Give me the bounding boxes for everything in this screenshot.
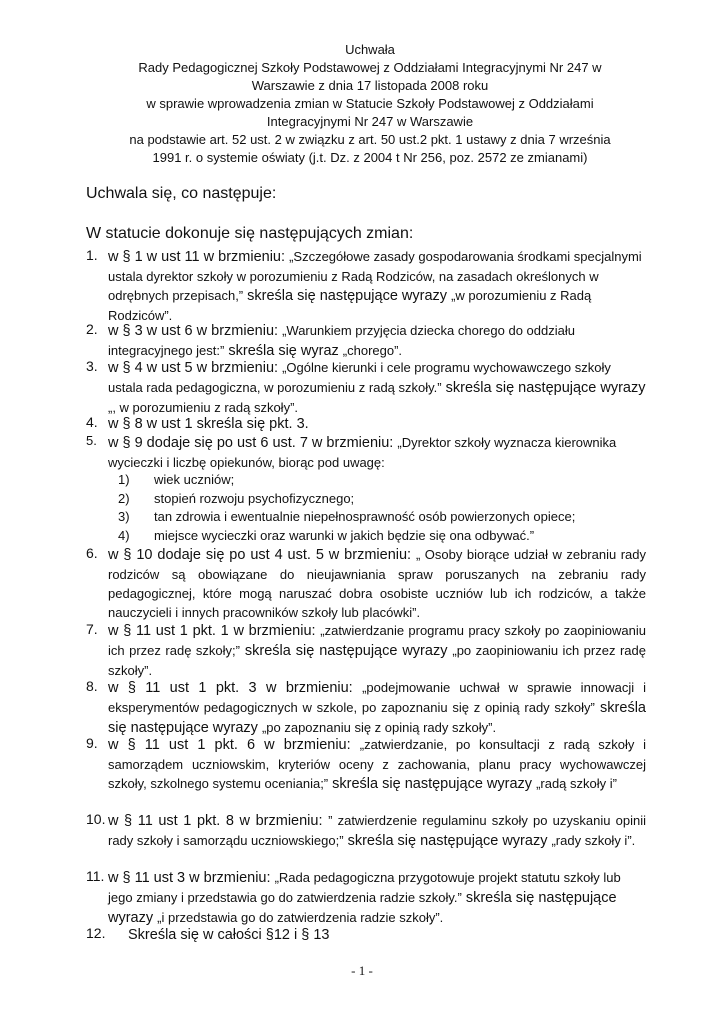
item-text: w § 10 dodaje się po ust 4 ust. 5 w brzmieniu: „ Osoby biorące udział w zebraniu rady rodziców są obowiązane do nieujawniania spraw poruszanych na zebraniu rady pedagogicznej, które mogą naruszać dobra osobiste uczniów lub ich rodziców, a także nauczycieli i innych pracowników szkoły lub placówki”. (108, 547, 646, 620)
sub-item: 1) wiek uczniów; (118, 472, 235, 487)
item-number: 12. (86, 925, 106, 941)
page-number: - 1 - (351, 963, 373, 978)
list-item (86, 433, 646, 471)
intro-text: Uchwala się, co następuje: (86, 185, 277, 202)
header-line: Warszawie z dnia 17 listopada 2008 roku (251, 78, 489, 93)
item-text: w § 1 w ust 11 w brzmieniu: „Szczegółowe zasady gospodarowania środkami specjalnymi ustala dyrektor szkoły w porozumieniu z Radą Rodziców, na zasadach określonych w odrębnych przepisach,” skreśla się następujące wyrazy „w porozumieniu z Radą Rodziców”. (108, 249, 642, 323)
header-line: Rady Pedagogicznej Szkoły Podstawowej z Oddziałami Integracyjnymi Nr 247 w (138, 60, 602, 75)
item-number: 7. (86, 621, 98, 637)
list-item (86, 735, 646, 811)
list-item (86, 621, 646, 678)
sub-item: 3) tan zdrowia i ewentualnie niepełnosprawność osób powierzonych opiece; (118, 509, 576, 524)
header-line: w sprawie wprowadzenia zmian w Statucie Szkoły Podstawowej z Oddziałami (146, 96, 594, 111)
sub-list (86, 471, 646, 545)
item-number: 8. (86, 678, 98, 694)
item-number: 6. (86, 545, 98, 561)
changes-heading: W statucie dokonuje się następujących zmian: (86, 225, 414, 242)
header-line: 1991 r. o systemie oświaty (j.t. Dz. z 2004 t Nr 256, poz. 2572 ze zmianami) (152, 150, 588, 165)
header-title: Uchwała (345, 42, 395, 57)
header-line: Integracyjnymi Nr 247 w Warszawie (266, 114, 474, 129)
item-number: 5. (86, 433, 97, 448)
item-number: 1. (86, 247, 98, 263)
item-text: w § 11 ust 1 pkt. 8 w brzmieniu: ” zatwierdzenie regulaminu szkoły po uzyskaniu opinii rady szkoły i samorządu uczniowskiego;” skreśla się następujące wyrazy „rady szkoły i”. (108, 813, 646, 849)
list-item (86, 545, 646, 621)
sub-item: 2) stopień rozwoju psychofizycznego; (118, 490, 355, 506)
list-item (86, 358, 646, 414)
item-number: 3. (86, 358, 98, 374)
sub-item: 4) miejsce wycieczki oraz warunki w jakich będzie się ona odbywać.” (118, 527, 535, 543)
item-number: 2. (86, 321, 98, 337)
item-number: 10. (86, 811, 106, 827)
item-text: w § 11 ust 1 pkt. 3 w brzmieniu: „podejmowanie uchwał w sprawie innowacji i eksperymentów pedagogicznych w szkole, po zapoznaniu się z opinią rady szkoły” skreśla się następujące wyrazy „po zapoznaniu się z opinią rady szkoły”. (108, 680, 646, 736)
header-line: na podstawie art. 52 ust. 2 w związku z art. 50 ust.2 pkt. 1 ustawy z dnia 7 września (129, 132, 611, 147)
list-item (86, 414, 646, 433)
item-text: w § 8 w ust 1 skreśla się pkt. 3. (108, 416, 309, 432)
item-text: w § 4 w ust 5 w brzmieniu: „Ogólne kierunki i cele programu wychowawczego szkoły ustala rada pedagogiczna, w porozumieniu z radą szkoły.” skreśla się następujące wyrazy „, w porozumieniu z radą szkoły”. (108, 360, 646, 415)
item-text: Skreśla się w całości §12 i § 13 (128, 927, 330, 943)
item-text: w § 11 ust 1 pkt. 1 w brzmieniu: „zatwierdzanie programu pracy szkoły po zaopiniowaniu ich przez radę szkoły;” skreśla się następujące wyrazy „po zaopiniowaniu ich przez radę szkoły”. (108, 623, 646, 678)
list-item (86, 925, 646, 945)
item-number: 11. (86, 868, 105, 884)
amendments-list (86, 247, 646, 945)
item-number: 4. (86, 414, 98, 430)
item-text: w § 11 ust 3 w brzmieniu: „Rada pedagogiczna przygotowuje projekt statutu szkoły lub jego zmiany i przedstawia go do zatwierdzenia radzie szkoły.” skreśla się następujące wyrazy „i przedstawia go do zatwierdzenia radzie szkoły”. (108, 870, 621, 926)
list-item (86, 811, 646, 868)
list-item (86, 247, 646, 321)
item-text: w § 3 w ust 6 w brzmieniu: „Warunkiem przyjęcia dziecka chorego do oddziału integracyjnego jest:” skreśla się wyraz „chorego”. (108, 323, 575, 359)
item-text: w § 11 ust 1 pkt. 6 w brzmieniu: „zatwierdzanie, po konsultacji z radą szkoły i samorządem uczniowskim, kryteriów oceny z zachowania, planu pracy wychowawczej szkoły, szkolnego systemu oceniania;” skreśla się następujące wyrazy „radą szkoły i” (108, 737, 646, 792)
list-item (86, 678, 646, 735)
resolution-header (70, 41, 670, 167)
item-number: 9. (86, 735, 98, 751)
list-item (86, 321, 646, 358)
item-text: w § 9 dodaje się po ust 6 ust. 7 w brzmieniu: „Dyrektor szkoły wyznacza kierownika wycieczki i liczbę opiekunów, biorąc pod uwagę: (108, 435, 617, 470)
list-item (86, 868, 646, 925)
